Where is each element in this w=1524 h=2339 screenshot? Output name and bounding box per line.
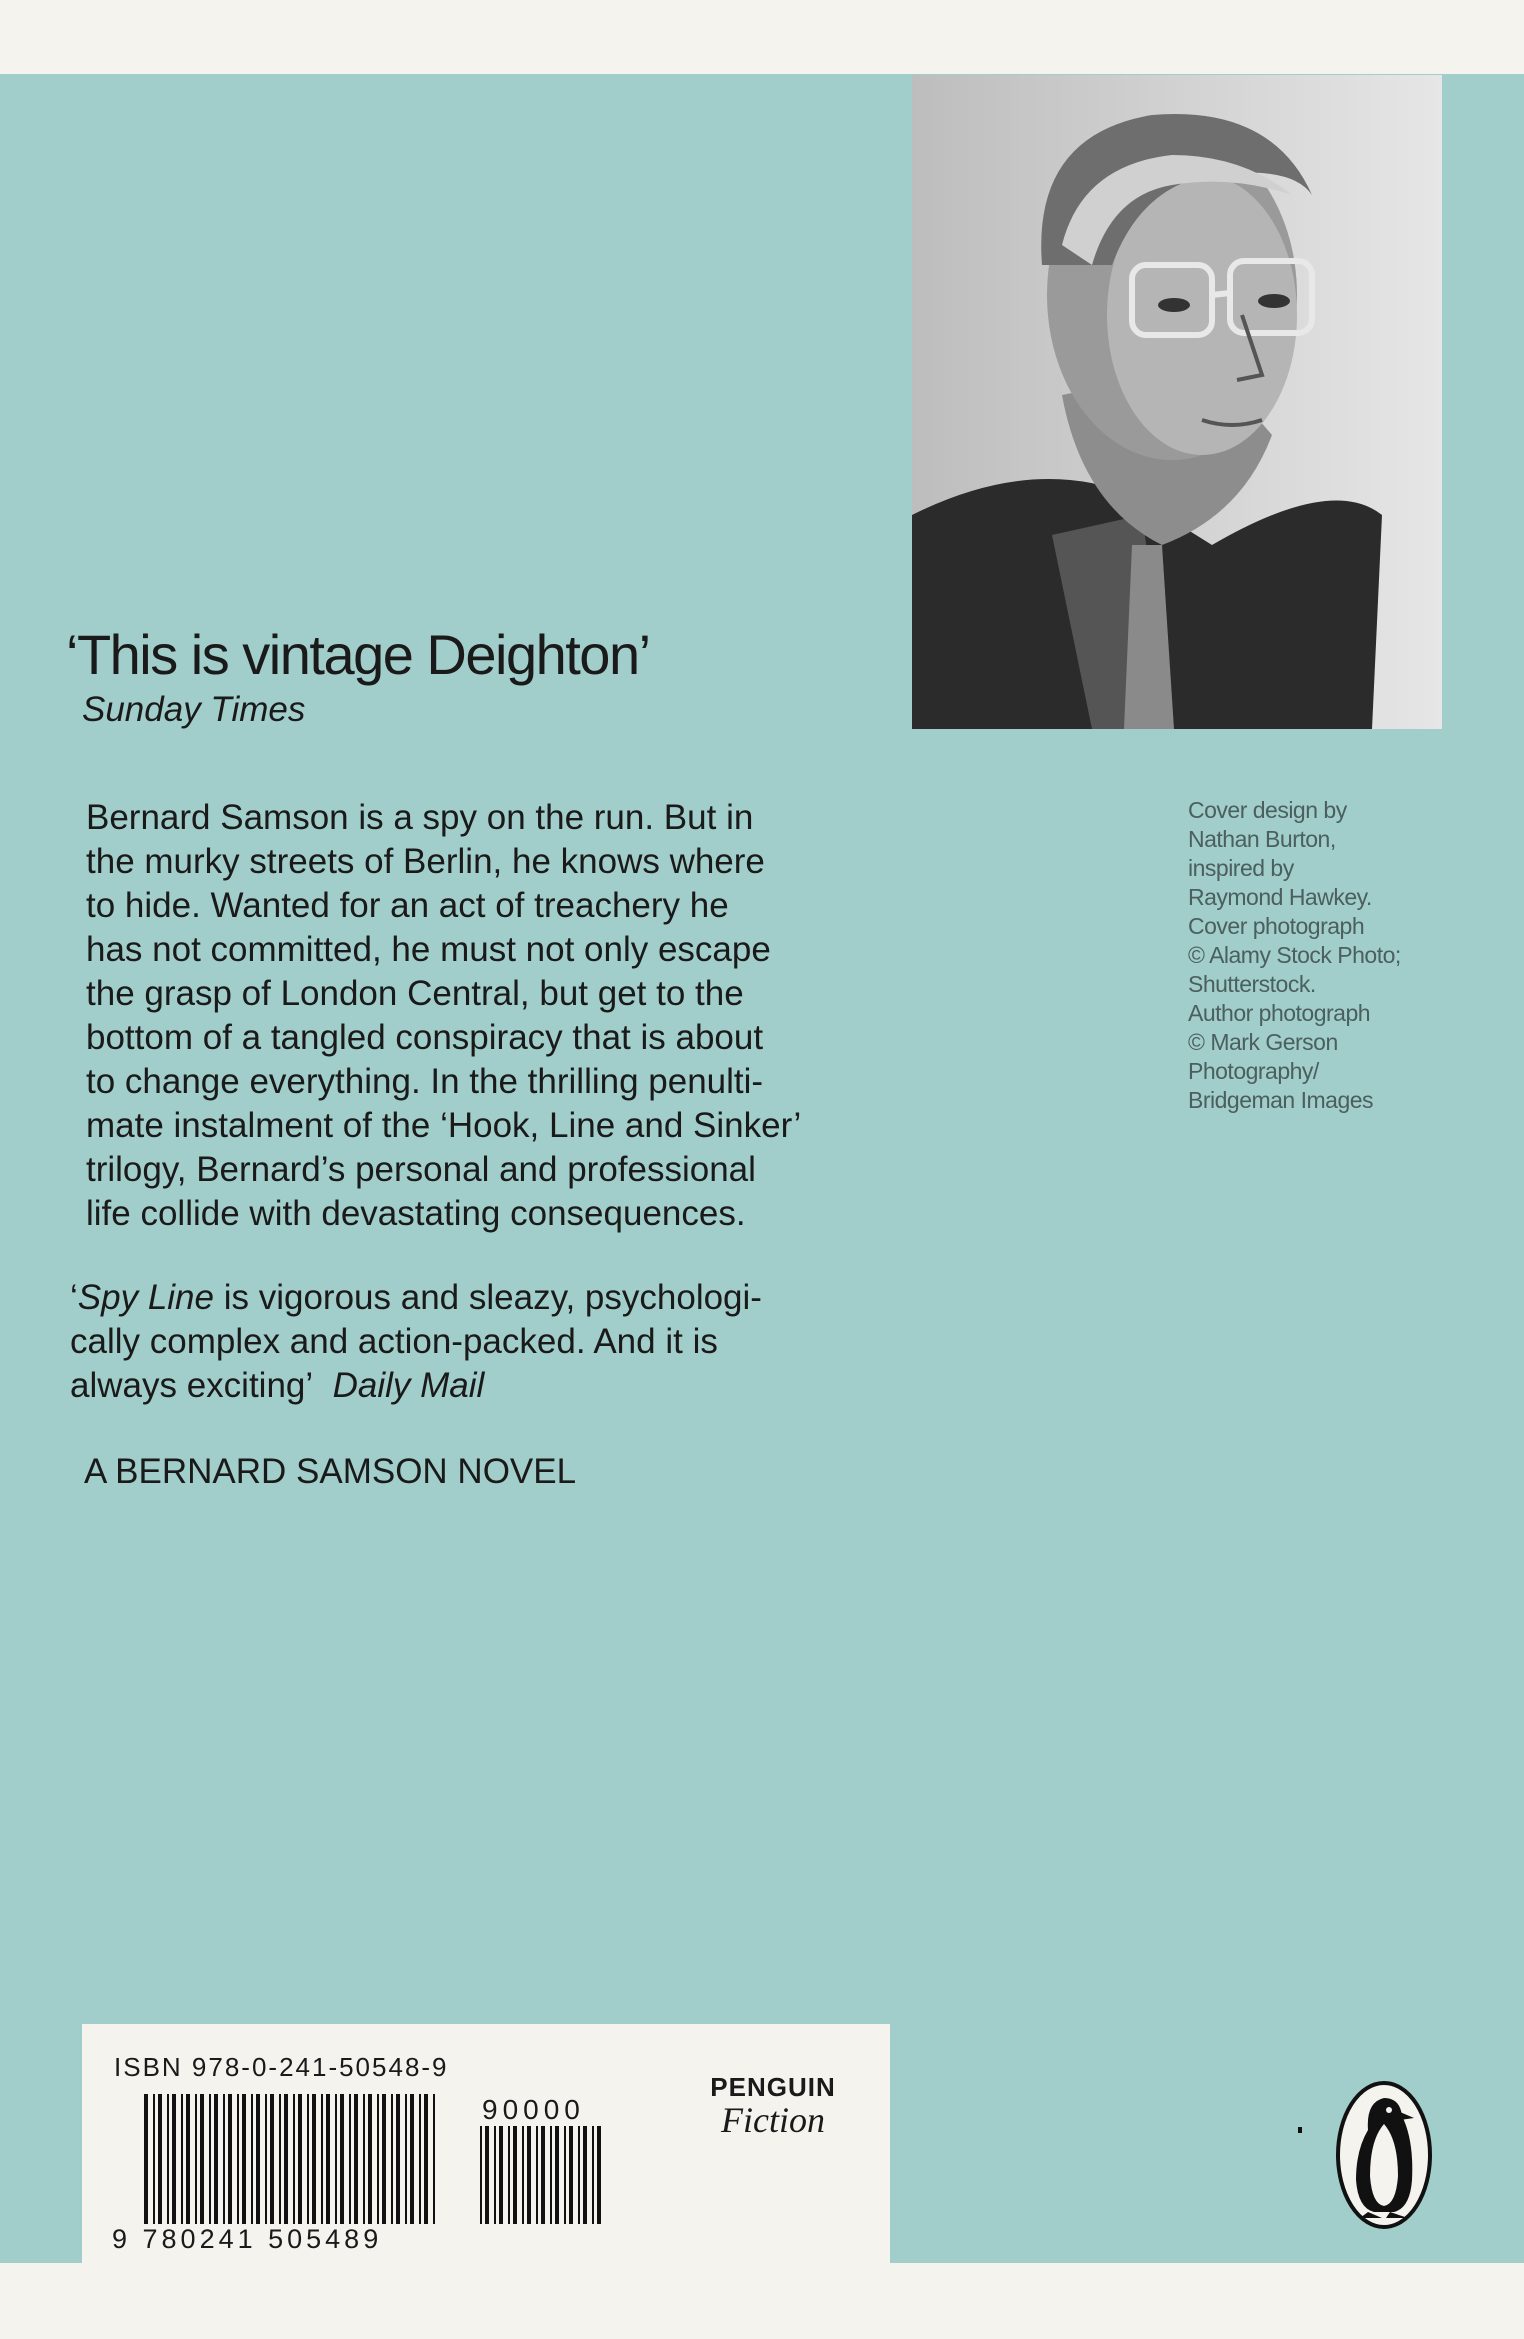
- publisher-imprint: Fiction: [721, 2100, 825, 2140]
- barcode-bar: [419, 2094, 421, 2224]
- blurb-line: life collide with devastating consequences.: [86, 1194, 746, 1233]
- credit-line: Cover design by: [1188, 797, 1347, 823]
- barcode-bar: [228, 2094, 232, 2224]
- barcode-bar: [279, 2094, 281, 2224]
- headline-quote: ‘This is vintage Deighton’: [66, 623, 650, 686]
- barcode-bar: [209, 2094, 211, 2224]
- barcode-bar: [480, 2126, 482, 2224]
- credit-line: Bridgeman Images: [1188, 1087, 1374, 1113]
- barcode-bar: [256, 2094, 260, 2224]
- barcode-bar: [391, 2094, 393, 2224]
- blurb-line: the murky streets of Berlin, he knows where: [86, 842, 765, 881]
- barcode-bar: [377, 2094, 379, 2224]
- barcode-bar: [363, 2094, 365, 2224]
- barcode-bar: [485, 2126, 489, 2224]
- blurb-line: trilogy, Bernard’s personal and professional: [86, 1150, 756, 1189]
- publisher-brand: [678, 2072, 868, 2141]
- barcode-bar: [223, 2094, 225, 2224]
- barcode-bar: [349, 2094, 351, 2224]
- barcode-bar: [270, 2094, 274, 2224]
- barcode-bar: [536, 2126, 538, 2224]
- credit-line: Photography/: [1188, 1058, 1319, 1084]
- barcode-bar: [410, 2094, 414, 2224]
- barcode-bar: [564, 2126, 566, 2224]
- barcode-bar: [578, 2126, 580, 2224]
- barcode-label: [82, 2024, 890, 2264]
- barcode-bar: [354, 2094, 358, 2224]
- open-quote: ‘: [70, 1278, 78, 1317]
- barcode-bar: [200, 2094, 204, 2224]
- blurb-line: to hide. Wanted for an act of treachery he: [86, 886, 729, 925]
- mark-dot: [1298, 2127, 1302, 2133]
- barcode-bar: [186, 2094, 190, 2224]
- barcode-bar: [508, 2126, 510, 2224]
- review-line-1: [70, 1276, 950, 1320]
- credit-line: Author photograph: [1188, 1000, 1371, 1026]
- barcode-bar: [265, 2094, 267, 2224]
- isbn-text: ISBN 978-0-241-50548-9: [114, 2052, 449, 2082]
- review-quote: [70, 1276, 950, 1408]
- credit-line: © Mark Gerson: [1188, 1029, 1338, 1055]
- publisher-name: PENGUIN: [710, 2072, 836, 2102]
- blurb-line: has not committed, he must not only escape: [86, 930, 771, 969]
- barcode-bar: [592, 2126, 594, 2224]
- barcode-bar: [167, 2094, 169, 2224]
- blurb-line: mate instalment of the ‘Hook, Line and Sinker’: [86, 1106, 802, 1145]
- barcode-bar: [405, 2094, 407, 2224]
- barcode-bar: [312, 2094, 316, 2224]
- barcode-bar: [144, 2094, 148, 2224]
- price-code: 90000: [482, 2094, 585, 2125]
- barcode-bar: [522, 2126, 524, 2224]
- barcode-bar: [396, 2094, 400, 2224]
- review-line-3: [70, 1364, 950, 1408]
- barcode-bar: [597, 2126, 601, 2224]
- barcode-bar: [181, 2094, 183, 2224]
- review-source: Daily Mail: [332, 1366, 485, 1405]
- barcode-bar: [242, 2094, 246, 2224]
- barcode-bar: [195, 2094, 197, 2224]
- barcode-bar: [527, 2126, 531, 2224]
- credit-line: inspired by: [1188, 855, 1294, 881]
- review-line-2: cally complex and action-packed. And it is: [70, 1322, 718, 1361]
- barcode-icon: [142, 2094, 442, 2224]
- barcode-bar: [326, 2094, 330, 2224]
- review-text: always exciting’: [70, 1366, 314, 1405]
- barcode-bar: [550, 2126, 552, 2224]
- barcode-bar: [555, 2126, 559, 2224]
- cover-credits: [1188, 796, 1448, 1115]
- barcode-digits: 9 780241 505489: [112, 2224, 383, 2254]
- barcode-bar: [499, 2126, 503, 2224]
- headline-quote-source: Sunday Times: [82, 690, 306, 729]
- barcode-bar: [583, 2126, 587, 2224]
- book-title: Spy Line: [77, 1278, 214, 1317]
- barcode-bar: [284, 2094, 288, 2224]
- barcode-bar: [368, 2094, 372, 2224]
- barcode-bar: [307, 2094, 309, 2224]
- barcode-bar: [214, 2094, 218, 2224]
- barcode-bar: [172, 2094, 176, 2224]
- blurb-paragraph: [86, 796, 946, 1236]
- barcode-bar: [340, 2094, 344, 2224]
- barcode-bar: [293, 2094, 295, 2224]
- blurb-line: the grasp of London Central, but get to the: [86, 974, 744, 1013]
- barcode-bar: [569, 2126, 573, 2224]
- credit-line: © Alamy Stock Photo;: [1188, 942, 1401, 968]
- barcode-bar: [153, 2094, 155, 2224]
- barcode-bar: [158, 2094, 162, 2224]
- barcode-bar: [541, 2126, 545, 2224]
- barcode-bar: [321, 2094, 323, 2224]
- credit-line: Nathan Burton,: [1188, 826, 1336, 852]
- barcode-bar: [424, 2094, 428, 2224]
- credit-line: Cover photograph: [1188, 913, 1365, 939]
- blurb-line: bottom of a tangled conspiracy that is about: [86, 1018, 764, 1057]
- barcode-bar: [382, 2094, 386, 2224]
- series-label: A BERNARD SAMSON NOVEL: [84, 1452, 577, 1491]
- barcode-bar: [298, 2094, 302, 2224]
- credit-line: Shutterstock.: [1188, 971, 1316, 997]
- credit-line: Raymond Hawkey.: [1188, 884, 1372, 910]
- blurb-line: to change everything. In the thrilling penulti-: [86, 1062, 764, 1101]
- barcode-bar: [335, 2094, 337, 2224]
- blurb-line: Bernard Samson is a spy on the run. But in: [86, 798, 754, 837]
- barcode-bar: [513, 2126, 517, 2224]
- penguin-logo-icon: [1334, 2080, 1434, 2230]
- barcode-bar: [433, 2094, 435, 2224]
- review-text: is vigorous and sleazy, psychologi-: [214, 1278, 762, 1317]
- author-photo-icon: [912, 75, 1442, 729]
- barcode-bar: [237, 2094, 239, 2224]
- barcode-bar: [494, 2126, 496, 2224]
- addon-barcode-icon: [478, 2126, 608, 2224]
- barcode-bar: [251, 2094, 253, 2224]
